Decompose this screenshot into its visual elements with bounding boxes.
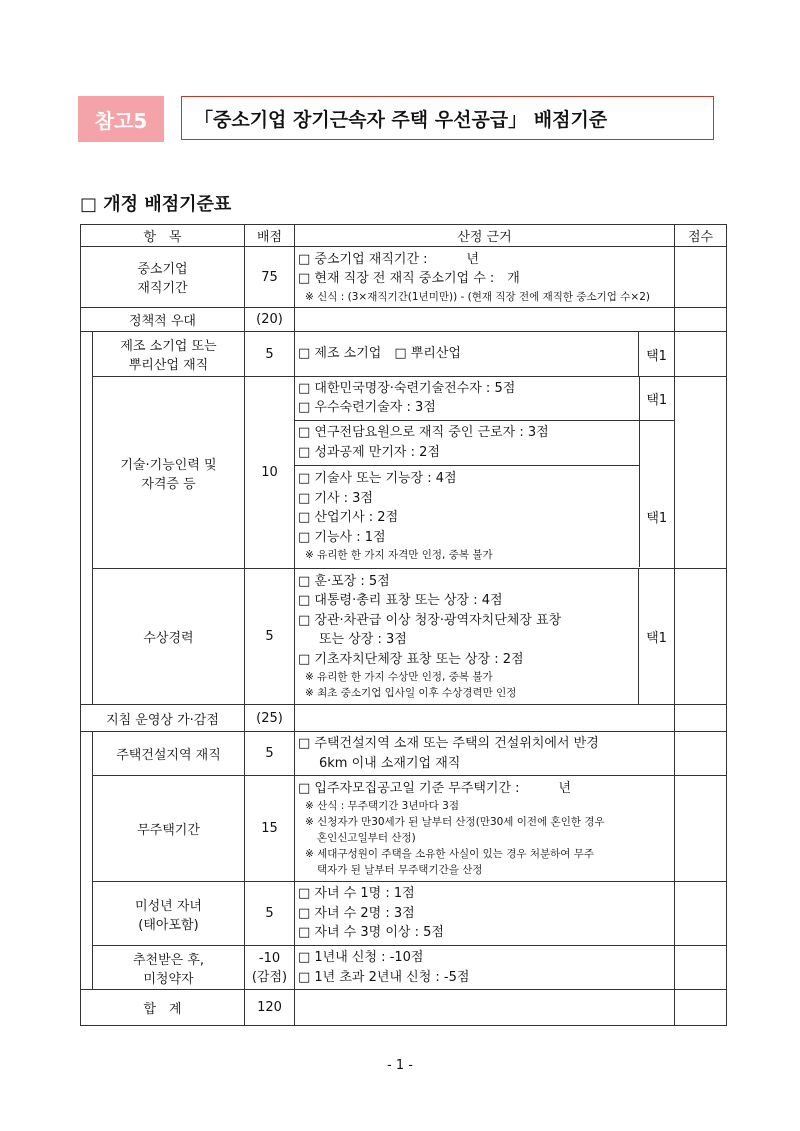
basis-note: ※ 신식 : (3×재직기간(1년미만)) - (현재 직장 전에 재직한 중소기업 수×2) bbox=[305, 290, 651, 303]
points-line: -10 bbox=[258, 950, 281, 966]
table-row bbox=[81, 705, 727, 732]
row-points: 5 bbox=[245, 569, 295, 705]
choose-one-label: 택1 bbox=[639, 377, 674, 420]
choose-one-label: 택1 bbox=[639, 332, 675, 377]
row-basis bbox=[295, 705, 675, 732]
label-line: 미청약자 bbox=[143, 971, 194, 987]
row-points: 75 bbox=[245, 247, 295, 308]
basis-line: □ 제조 소기업 □ 뿌리산업 bbox=[298, 346, 461, 362]
choose-one-label: 택1 bbox=[639, 465, 674, 567]
basis-line: □ 1년내 신청 : -10점 bbox=[298, 950, 424, 965]
basis-line: □ 기능사 : 1점 bbox=[298, 529, 386, 545]
row-label bbox=[93, 946, 245, 990]
label-line: 추천받은 후, bbox=[132, 952, 205, 968]
total-row bbox=[81, 990, 727, 1026]
basis-line: □ 장관·차관급 이상 청장·광역자치단체장 표창 bbox=[298, 612, 562, 628]
table-row bbox=[81, 776, 727, 882]
document-title: 「중소기업 장기근속자 주택 우선공급」 배점기준 bbox=[181, 96, 714, 140]
tech-group-1 bbox=[295, 377, 639, 420]
reference-badge: 참고5 bbox=[78, 96, 164, 142]
row-basis bbox=[295, 776, 675, 882]
basis-line: □ 1년 초과 2년내 신청 : -5점 bbox=[298, 969, 470, 985]
tech-group-3 bbox=[295, 465, 639, 567]
table-row bbox=[81, 377, 727, 569]
score-cell bbox=[675, 308, 727, 332]
score-cell bbox=[675, 705, 727, 732]
label-line: 자격증 등 bbox=[141, 476, 196, 492]
basis-note: 택자가 된 날부터 무주택기간을 산정 bbox=[317, 864, 483, 877]
score-cell bbox=[675, 882, 727, 946]
basis-note: ※ 유리한 한 가지 수상만 인정, 중복 불가 bbox=[305, 671, 493, 684]
header-basis: 산정 근거 bbox=[295, 225, 675, 247]
basis-line: □ 기초자치단체장 표창 또는 상장 : 2점 bbox=[298, 651, 524, 667]
score-cell bbox=[675, 776, 727, 882]
row-label bbox=[93, 377, 245, 569]
row-basis bbox=[295, 569, 639, 705]
table-row bbox=[81, 946, 727, 990]
basis-note: 혼인신고일부터 산정) bbox=[317, 832, 416, 845]
basis-line: □ 산업기사 : 2점 bbox=[298, 510, 399, 526]
score-cell bbox=[675, 569, 727, 705]
label-line: 뿌리산업 재직 bbox=[128, 358, 209, 373]
header-score: 점수 bbox=[675, 225, 727, 247]
basis-note: ※ 유리한 한 가지 자격만 인정, 중복 불가 bbox=[305, 549, 493, 562]
section-title: □ 개정 배점기준표 bbox=[80, 194, 232, 215]
label-line: 미성년 자녀 bbox=[135, 898, 202, 914]
label-line: 중소기업 bbox=[137, 262, 188, 277]
tech-group-2 bbox=[295, 420, 639, 465]
table-row bbox=[81, 308, 727, 332]
row-basis bbox=[295, 882, 675, 946]
row-basis bbox=[295, 308, 675, 332]
table-row bbox=[81, 247, 727, 308]
basis-line: □ 대한민국명장·숙련기술전수자 : 5점 bbox=[298, 380, 516, 396]
row-basis bbox=[295, 377, 675, 569]
row-basis bbox=[295, 247, 675, 308]
basis-line: 또는 상장 : 3점 bbox=[319, 632, 407, 648]
indent-cell bbox=[81, 332, 93, 705]
row-points: 5 bbox=[245, 732, 295, 776]
points-line: (감점) bbox=[251, 969, 288, 985]
basis-line: □ 자녀 수 1명 : 1점 bbox=[298, 886, 415, 902]
empty-pick-cell bbox=[639, 420, 674, 465]
row-basis bbox=[295, 332, 639, 377]
row-points: 15 bbox=[245, 776, 295, 882]
basis-line: □ 연구전담요원으로 재직 중인 근로자 : 3점 bbox=[298, 425, 549, 440]
header-item: 항 목 bbox=[81, 225, 245, 247]
row-points bbox=[245, 946, 295, 990]
row-label: 지침 운영상 가·감점 bbox=[81, 705, 245, 732]
row-points: 5 bbox=[245, 332, 295, 377]
row-label: 수상경력 bbox=[93, 569, 245, 705]
indent-cell bbox=[81, 732, 93, 990]
label-line: 제조 소기업 또는 bbox=[120, 339, 217, 354]
tech-subtable bbox=[295, 377, 674, 567]
basis-line: □ 주택건설지역 소재 또는 주택의 건설위치에서 반경 bbox=[298, 736, 599, 751]
basis-line: □ 성과공제 만기자 : 2점 bbox=[298, 444, 440, 460]
score-cell bbox=[675, 990, 727, 1026]
basis-line: □ 기술사 또는 기능장 : 4점 bbox=[298, 471, 457, 487]
table-row bbox=[81, 882, 727, 946]
label-line: 재직기간 bbox=[137, 281, 188, 296]
scoring-table bbox=[80, 224, 727, 1026]
label-line: 기술·기능인력 및 bbox=[120, 457, 217, 473]
table-row bbox=[81, 569, 727, 705]
score-cell bbox=[675, 732, 727, 776]
row-label: 주택건설지역 재직 bbox=[93, 732, 245, 776]
row-label bbox=[93, 332, 245, 377]
row-label: 합 계 bbox=[81, 990, 245, 1026]
row-basis bbox=[295, 946, 675, 990]
basis-note: ※ 산식 : 무주택기간 3년마다 3점 bbox=[305, 800, 459, 813]
score-cell bbox=[675, 247, 727, 308]
table-row bbox=[81, 732, 727, 776]
row-label: 정책적 우대 bbox=[81, 308, 245, 332]
row-label: 무주택기간 bbox=[93, 776, 245, 882]
row-label bbox=[81, 247, 245, 308]
basis-line: □ 입주자모집공고일 기준 무주택기간 : 년 bbox=[298, 780, 572, 796]
basis-line: □ 현재 직장 전 재직 중소기업 수 : 개 bbox=[298, 271, 520, 286]
basis-line: □ 대통령·총리 표창 또는 상장 : 4점 bbox=[298, 593, 503, 609]
row-points: 5 bbox=[245, 882, 295, 946]
basis-line: 6km 이내 소재기업 재직 bbox=[319, 755, 461, 771]
score-cell bbox=[675, 377, 727, 569]
row-basis bbox=[295, 990, 675, 1026]
table-header bbox=[81, 225, 727, 247]
basis-note: ※ 세대구성원이 주택을 소유한 사실이 있는 경우 처분하여 무주 bbox=[305, 848, 595, 861]
header-points: 배점 bbox=[245, 225, 295, 247]
choose-one-label: 택1 bbox=[639, 569, 675, 705]
row-points: (20) bbox=[245, 308, 295, 332]
basis-note: ※ 최초 중소기업 입사일 이후 수상경력만 인정 bbox=[305, 687, 517, 700]
row-points: (25) bbox=[245, 705, 295, 732]
table-row bbox=[81, 332, 727, 377]
basis-line: □ 중소기업 재직기간 : 년 bbox=[298, 251, 480, 267]
basis-note: ※ 신청자가 만30세가 된 날부터 산정(만30세 이전에 혼인한 경우 bbox=[305, 816, 605, 829]
score-cell bbox=[675, 946, 727, 990]
row-label bbox=[93, 882, 245, 946]
basis-line: □ 자녀 수 2명 : 3점 bbox=[298, 905, 415, 921]
score-cell bbox=[675, 332, 727, 377]
basis-line: □ 자녀 수 3명 이상 : 5점 bbox=[298, 925, 444, 941]
page-number: - 1 - bbox=[387, 1058, 413, 1073]
basis-line: □ 훈·포장 : 5점 bbox=[298, 573, 390, 589]
label-line: (태아포함) bbox=[138, 917, 199, 933]
row-basis bbox=[295, 732, 675, 776]
basis-line: □ 기사 : 3점 bbox=[298, 490, 374, 506]
row-points: 120 bbox=[245, 990, 295, 1026]
basis-line: □ 우수숙련기술자 : 3점 bbox=[298, 400, 436, 416]
row-points: 10 bbox=[245, 377, 295, 569]
